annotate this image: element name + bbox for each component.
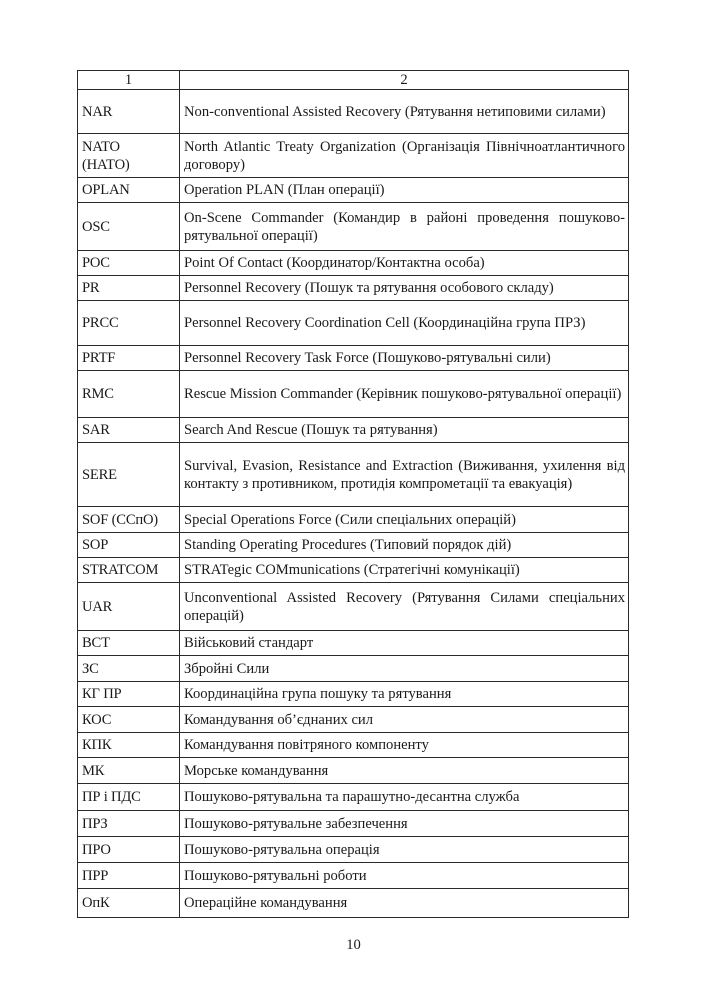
definition-cell: Пошуково-рятувальна операція	[180, 837, 629, 863]
abbreviation-cell: КГ ПР	[78, 682, 180, 707]
definition-cell: Standing Operating Procedures (Типовий порядок дій)	[180, 533, 629, 558]
abbreviation-cell: КПК	[78, 733, 180, 758]
table-row	[78, 507, 629, 533]
table-row	[78, 276, 629, 301]
table-row	[78, 758, 629, 784]
abbreviation-cell: SAR	[78, 418, 180, 443]
table-row	[78, 203, 629, 251]
table-row	[78, 178, 629, 203]
definition-cell: Personnel Recovery Task Force (Пошуково-рятувальні сили)	[180, 346, 629, 371]
abbreviation-cell: ЗС	[78, 656, 180, 682]
definition-cell: Командування об’єднаних сил	[180, 707, 629, 733]
definition-cell: Операційне командування	[180, 889, 629, 918]
abbreviation-cell: SOF (ССпО)	[78, 507, 180, 533]
column-header-definition: 2	[180, 71, 629, 90]
column-header-abbreviation: 1	[78, 71, 180, 90]
table-row	[78, 656, 629, 682]
table-row	[78, 558, 629, 583]
definition-cell: Survival, Evasion, Resistance and Extraction (Виживання, ухилення від контакту з противником, протидія компрометації та евакуація)	[180, 443, 629, 507]
abbreviation-cell: ПРР	[78, 863, 180, 889]
table-row	[78, 733, 629, 758]
abbreviation-cell: ПРО	[78, 837, 180, 863]
abbreviation-cell: КОС	[78, 707, 180, 733]
table-body	[78, 90, 629, 918]
table-row	[78, 418, 629, 443]
table-row	[78, 863, 629, 889]
definition-cell: Командування повітряного компоненту	[180, 733, 629, 758]
definition-cell: Пошуково-рятувальне забезпечення	[180, 811, 629, 837]
table-row	[78, 707, 629, 733]
definition-cell: Point Of Contact (Координатор/Контактна особа)	[180, 251, 629, 276]
abbreviation-cell: UAR	[78, 583, 180, 631]
abbreviation-cell: ПР і ПДС	[78, 784, 180, 811]
table-row	[78, 301, 629, 346]
abbreviation-cell: SERE	[78, 443, 180, 507]
definition-cell: Морське командування	[180, 758, 629, 784]
table-row	[78, 134, 629, 178]
definition-cell: Збройні Сили	[180, 656, 629, 682]
abbreviation-cell: NATO (НАТО)	[78, 134, 180, 178]
abbreviation-cell: МК	[78, 758, 180, 784]
abbreviation-cell: SOP	[78, 533, 180, 558]
abbreviation-cell: ПРЗ	[78, 811, 180, 837]
table-row	[78, 631, 629, 656]
table-row	[78, 682, 629, 707]
abbreviation-cell: PRCC	[78, 301, 180, 346]
abbreviation-cell: PRTF	[78, 346, 180, 371]
table-row	[78, 811, 629, 837]
definition-cell: Special Operations Force (Сили спеціальних операцій)	[180, 507, 629, 533]
definition-cell: Personnel Recovery Coordination Cell (Координаційна група ПРЗ)	[180, 301, 629, 346]
abbreviation-cell: NAR	[78, 90, 180, 134]
table-row	[78, 837, 629, 863]
abbreviation-cell: OSC	[78, 203, 180, 251]
definition-cell: Search And Rescue (Пошук та рятування)	[180, 418, 629, 443]
table-row	[78, 251, 629, 276]
page-number: 10	[346, 937, 361, 953]
abbreviation-cell: ВСТ	[78, 631, 180, 656]
definition-cell: North Atlantic Treaty Organization (Організація Північноатлантичного договору)	[180, 134, 629, 178]
definition-cell: On-Scene Commander (Командир в районі проведення пошуково-рятувальної операції)	[180, 203, 629, 251]
definition-cell: Координаційна група пошуку та рятування	[180, 682, 629, 707]
definition-cell: Пошуково-рятувальні роботи	[180, 863, 629, 889]
table-row	[78, 889, 629, 918]
table-row	[78, 533, 629, 558]
table-row	[78, 346, 629, 371]
abbreviation-cell: RMC	[78, 371, 180, 418]
table-row	[78, 371, 629, 418]
definition-cell: STRATegic COMmunications (Стратегічні комунікації)	[180, 558, 629, 583]
definition-cell: Non-conventional Assisted Recovery (Рятування нетиповими силами)	[180, 90, 629, 134]
table-row	[78, 90, 629, 134]
abbreviation-cell: PR	[78, 276, 180, 301]
definition-cell: Unconventional Assisted Recovery (Рятування Силами спеціальних операцій)	[180, 583, 629, 631]
abbreviation-cell: ОпК	[78, 889, 180, 918]
definition-cell: Personnel Recovery (Пошук та рятування особового складу)	[180, 276, 629, 301]
table-row	[78, 784, 629, 811]
abbreviation-cell: POC	[78, 251, 180, 276]
definition-cell: Пошуково-рятувальна та парашутно-десантна служба	[180, 784, 629, 811]
abbreviations-table	[77, 70, 629, 918]
table-row	[78, 583, 629, 631]
table-header-row	[78, 71, 629, 90]
table-row	[78, 443, 629, 507]
definition-cell: Військовий стандарт	[180, 631, 629, 656]
definition-cell: Rescue Mission Commander (Керівник пошуково-рятувальної операції)	[180, 371, 629, 418]
definition-cell: Operation PLAN (План операції)	[180, 178, 629, 203]
abbreviation-cell: STRATCOM	[78, 558, 180, 583]
abbreviation-cell: OPLAN	[78, 178, 180, 203]
